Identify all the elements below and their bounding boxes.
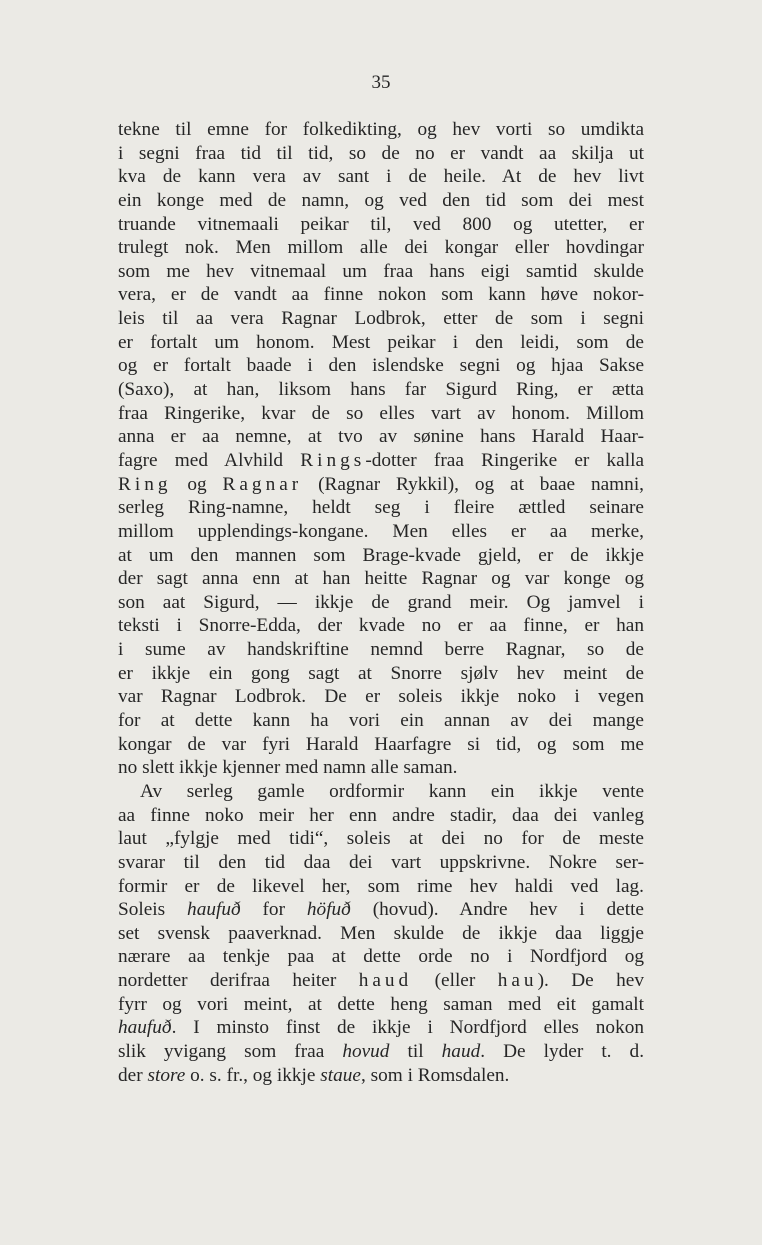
text-line <box>118 827 644 851</box>
text-line <box>118 307 644 331</box>
italic-word: staue <box>320 1064 361 1086</box>
text-run: der <box>118 1064 148 1086</box>
text-run: i segni fraa tid til tid, so de no er vandt aa skilja ut <box>118 142 644 164</box>
text-run: der sagt anna enn at han heitte Ragnar og var konge og <box>118 568 644 590</box>
text-line <box>118 638 644 662</box>
text-line <box>118 260 644 284</box>
text-line <box>118 283 644 307</box>
text-run: (hovud). Andre hev i dette <box>350 899 644 921</box>
text-run: aa finne noko meir her enn andre stadir, daa dei vanleg <box>118 804 644 826</box>
text-line <box>118 875 644 899</box>
text-line <box>118 473 644 497</box>
text-run: o. s. fr., og ikkje <box>185 1064 321 1086</box>
text-line <box>118 709 644 733</box>
text-run: set svensk paaverknad. Men skulde de ikkje daa liggje <box>118 922 644 944</box>
spaced-word: haud <box>358 970 413 992</box>
text-run: er fortalt um honom. Mest peikar i den leidi, som de <box>118 331 644 353</box>
text-run: var Ragnar Lodbrok. De er soleis ikkje noko i vegen <box>118 686 644 708</box>
text-line <box>118 189 644 213</box>
text-line <box>118 591 644 615</box>
text-line <box>118 118 644 142</box>
text-run: tekne til emne for folkedikting, og hev vorti so umdikta <box>118 119 644 140</box>
text-line <box>118 449 644 473</box>
text-run: nærare aa tenkje paa at dette orde no i Nordfjord og <box>118 946 644 968</box>
text-line <box>118 1064 644 1088</box>
page-number: 35 <box>371 72 391 93</box>
text-run: og er fortalt baade i den islendske segni og hjaa Sakse <box>118 355 644 377</box>
text-run: . I minsto finst de ikkje i Nordfjord elles nokon <box>171 1017 644 1039</box>
text-run: fagre med Alvhild <box>118 449 301 471</box>
text-line <box>118 662 644 686</box>
text-run: for <box>240 899 307 921</box>
text-line <box>118 567 644 591</box>
text-line <box>118 756 644 780</box>
text-line <box>118 331 644 355</box>
text-line <box>118 804 644 828</box>
text-run: slik yvigang som fraa <box>118 1040 343 1062</box>
text-line <box>118 213 644 237</box>
italic-word: store <box>147 1064 186 1086</box>
text-run: vera, er de vandt aa finne nokon som kann høve nokor- <box>118 284 644 306</box>
text-line <box>118 544 644 568</box>
text-run: er ikkje ein gong sagt at Snorre sjølv hev meint de <box>118 662 644 684</box>
text-run: millom upplendings-kongane. Men elles er aa merke, <box>118 520 644 542</box>
text-line <box>118 142 644 166</box>
text-line <box>118 425 644 449</box>
text-run: for at dette kann ha vori ein annan av dei mange <box>118 710 644 732</box>
text-run: leis til aa vera Ragnar Lodbrok, etter de som i segni <box>118 308 644 330</box>
text-line <box>118 685 644 709</box>
text-run: trulegt nok. Men millom alle dei kongar eller hovdingar <box>118 237 644 259</box>
text-run: Av serleg gamle ordformir kann ein ikkje vente <box>140 780 644 802</box>
text-run: no slett ikkje kjenner med namn alle saman. <box>118 757 458 779</box>
text-run: i sume av handskriftine nemnd berre Ragnar, so de <box>118 639 644 661</box>
text-run: anna er aa nemne, at tvo av sønine hans Harald Haar- <box>118 426 644 448</box>
text-line <box>118 993 644 1017</box>
text-run: teksti i Snorre-Edda, der kvade no er aa finne, er han <box>118 615 644 637</box>
text-run: formir er de likevel her, som rime hev haldi ved lag. <box>118 875 644 897</box>
text-run: Soleis <box>118 899 188 921</box>
text-line <box>118 733 644 757</box>
text-run: -dotter fraa Ringerike er kalla <box>365 449 644 471</box>
text-run: truande vitnemaali peikar til, ved 800 og utetter, er <box>118 213 644 235</box>
text-run: (eller <box>412 970 498 992</box>
text-run: kva de kann vera av sant i de heile. At de hev livt <box>118 166 644 188</box>
text-line <box>118 354 644 378</box>
text-run: som me hev vitnemaal um fraa hans eigi samtid skulde <box>118 260 644 282</box>
italic-word: haufuð <box>187 899 241 921</box>
text-line <box>118 496 644 520</box>
text-run: fraa Ringerike, kvar de so elles vart av honom. Millom <box>118 402 644 424</box>
text-line <box>118 780 644 804</box>
text-run: serleg Ring-namne, heldt seg i fleire ættled seinare <box>118 497 644 519</box>
text-run: , som i Romsdalen. <box>360 1064 510 1086</box>
text-run: ein konge med de namn, og ved den tid som dei mest <box>118 189 644 211</box>
italic-word: höfuð <box>306 899 351 921</box>
text-run: kongar de var fyri Harald Haarfagre si tid, og som me <box>118 733 644 755</box>
text-line <box>118 922 644 946</box>
text-run: fyrr og vori meint, at dette heng saman med eit gamalt <box>118 993 644 1015</box>
page-body-text <box>118 118 644 1087</box>
text-run: ). De hev <box>537 970 644 992</box>
text-line <box>118 236 644 260</box>
text-run: at um den mannen som Brage-kvade gjeld, er de ikkje <box>118 544 644 566</box>
italic-word: hovud <box>342 1040 390 1062</box>
text-run: og <box>171 473 223 495</box>
text-run: son aat Sigurd, — ikkje de grand meir. Og jamvel i <box>118 591 644 613</box>
text-line <box>118 969 644 993</box>
spaced-word: Ring <box>118 473 172 495</box>
text-line <box>118 165 644 189</box>
text-line <box>118 898 644 922</box>
text-run: laut „fylgje med tidi“, soleis at dei no for de meste <box>118 828 644 850</box>
italic-word: haufuð <box>118 1017 172 1039</box>
text-run: (Saxo), at han, liksom hans far Sigurd Ring, er ætta <box>118 379 644 401</box>
text-line <box>118 1040 644 1064</box>
text-line <box>118 1016 644 1040</box>
spaced-word: hau <box>497 970 538 992</box>
text-run: til <box>389 1040 442 1062</box>
italic-word: haud <box>441 1040 481 1062</box>
text-line <box>118 520 644 544</box>
spaced-word: Ragnar <box>222 473 303 495</box>
text-run: . De lyder t. d. <box>480 1040 645 1062</box>
text-line <box>118 378 644 402</box>
text-line <box>118 945 644 969</box>
text-run: nordetter derifraa heiter <box>118 970 359 992</box>
text-run: svarar til den tid daa dei vart uppskrivne. Nokre ser- <box>118 851 644 873</box>
spaced-word: Rings <box>300 449 366 471</box>
text-line <box>118 851 644 875</box>
text-run: (Ragnar Rykkil), og at baae namni, <box>302 473 644 495</box>
text-line <box>118 402 644 426</box>
text-line <box>118 614 644 638</box>
